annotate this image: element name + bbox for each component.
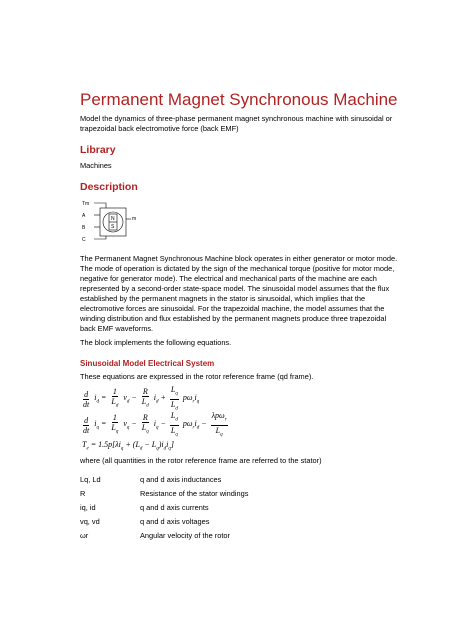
block-diagram bbox=[80, 198, 170, 246]
definition-row bbox=[80, 486, 400, 500]
implements-paragraph: The block implements the following equations. bbox=[80, 338, 232, 347]
definition-desc: Resistance of the stator windings bbox=[140, 488, 249, 498]
equation-id: $\frac{d}{dt}$ $i_d$ = $\frac{1}{L_d}$ $v_d$ − $\frac{R}{L_d}$ $i_d$ + $\frac{L_q}{L_d}$ $p\omega_ri_q$ bbox=[83, 384, 200, 412]
library-value: Machines bbox=[80, 161, 112, 170]
rotor-frame-paragraph: These equations are expressed in the rotor reference frame (qd frame). bbox=[80, 372, 314, 381]
definitions-list bbox=[80, 472, 400, 542]
a-port-label: A bbox=[82, 213, 86, 219]
equation-block bbox=[80, 386, 400, 454]
b-port-label: B bbox=[82, 225, 86, 231]
where-paragraph: where (all quantities in the rotor reference frame are referred to the stator) bbox=[80, 456, 322, 465]
definition-desc: q and d axis voltages bbox=[140, 516, 210, 526]
equation-iq: $\frac{d}{dt}$ $i_q$ = $\frac{1}{L_q}$ $v_q$ − $\frac{R}{L_q}$ $i_q$ − $\frac{L_d}{L_q}$ $p\omega_ri_d$ − $\frac{\lambda p\omega_r}{L_q}$ bbox=[83, 410, 227, 438]
description-heading: Description bbox=[80, 181, 138, 193]
definition-desc: q and d axis inductances bbox=[140, 474, 222, 484]
definition-desc: Angular velocity of the rotor bbox=[140, 530, 230, 540]
definition-row bbox=[80, 528, 400, 542]
library-heading: Library bbox=[80, 144, 116, 156]
definition-symbol: R bbox=[80, 488, 86, 498]
description-paragraph: The Permanent Magnet Synchronous Machine block operates in either generator or motor mode. The mode of operation is dictated by the sign of the mechanical torque (positive for motor mode, negative for generator mode). The electrical and mechanical parts of the machine are each represented by a second-order state-space model. The sinusoidal model assumes that the flux established by the permanent magnets in the stator is sinusoidal, which implies that the electromotive forces are sinusoidal. For the trapezoidal machine, the model assumes that the winding distribution and flux established by the permanent magnets produce three trapezoidal back EMF waveforms. bbox=[80, 254, 398, 333]
pmsm-block-icon bbox=[80, 198, 170, 246]
document-page bbox=[80, 90, 400, 542]
n-pole-label: N bbox=[111, 216, 115, 222]
m-port-label: m bbox=[132, 216, 137, 222]
definition-row bbox=[80, 500, 400, 514]
c-port-label: C bbox=[82, 237, 86, 243]
page-title: Permanent Magnet Synchronous Machine bbox=[80, 90, 398, 109]
definition-row bbox=[80, 514, 400, 528]
definition-row bbox=[80, 472, 400, 486]
s-pole-label: S bbox=[111, 224, 115, 230]
definition-symbol: ωr bbox=[80, 530, 89, 540]
page-subtitle: Model the dynamics of three-phase permanent magnet synchronous machine with sinusoidal or trapezoidal back electromotive force (back EMF) bbox=[80, 114, 393, 133]
definition-symbol: vq, vd bbox=[80, 516, 100, 526]
sinusoidal-heading: Sinusoidal Model Electrical System bbox=[80, 359, 215, 368]
equation-torque: $T_e = 1.5p[\lambda i_q + (L_d - L_q)i_di_q]$ bbox=[82, 440, 175, 452]
tm-port-label: Tm bbox=[82, 201, 90, 207]
definition-symbol: Lq, Ld bbox=[80, 474, 101, 484]
definition-desc: q and d axis currents bbox=[140, 502, 209, 512]
definition-symbol: iq, id bbox=[80, 502, 96, 512]
